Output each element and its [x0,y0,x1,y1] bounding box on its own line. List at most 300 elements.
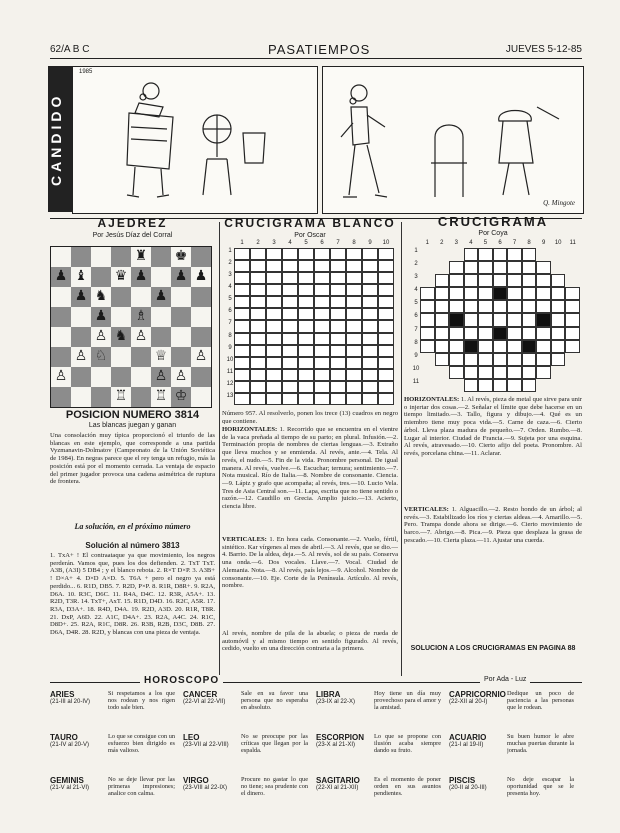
crossword-cell[interactable] [282,308,298,320]
horoscope-sign [183,733,310,776]
crossword-cell[interactable] [464,274,479,287]
crossword-cell[interactable] [507,366,522,379]
crossword-cell[interactable] [250,381,266,393]
horoscope-sign-text: No se preocupe por las críticas que llegan por la espalda. [241,733,308,754]
grid-column-number: 3 [454,240,459,246]
crossword-cell[interactable] [551,313,566,326]
grid-column-number: 5 [304,240,308,246]
crossword-cell[interactable] [493,340,508,353]
crossword-cell[interactable] [507,261,522,274]
crossword-cell[interactable] [266,369,282,381]
chess-square [171,327,191,347]
crossword-cell[interactable] [282,393,298,405]
crossword-cell[interactable] [314,272,330,284]
crossword-cell[interactable] [266,320,282,332]
grid-row-number: 11 [412,378,420,385]
crossword-cell[interactable] [298,248,314,260]
crossword-cell[interactable] [435,274,450,287]
crossword-cell[interactable] [449,261,464,274]
crossword-cell[interactable] [234,296,250,308]
crossword-cell[interactable] [478,327,493,340]
crossword-cell[interactable] [346,296,362,308]
grid-column-number: 8 [352,240,356,246]
crossword-cell[interactable] [298,381,314,393]
crossword-cell[interactable] [234,320,250,332]
crossword-cell[interactable] [234,272,250,284]
crossword-cell[interactable] [536,313,551,326]
crossword-cell[interactable] [464,379,479,392]
crossword-cell[interactable] [565,300,580,313]
grid-column-number: 1 [425,240,429,246]
crossword-cell[interactable] [346,369,362,381]
chess-square: ♟ [71,287,91,307]
crossword-cell[interactable] [522,287,537,300]
crossword-cell[interactable] [378,272,394,284]
crossword-cell[interactable] [478,274,493,287]
crossword-cell[interactable] [420,287,435,300]
crossword-cell[interactable] [507,340,522,353]
crossword-cell[interactable] [362,272,378,284]
crossword-cell[interactable] [298,296,314,308]
crossword-cell[interactable] [378,296,394,308]
crossword-cell[interactable] [330,308,346,320]
crossword-cell[interactable] [234,357,250,369]
crossword-cell[interactable] [378,345,394,357]
crossword-cell[interactable] [362,333,378,345]
crossword-cell[interactable] [522,248,537,261]
crossword-cell[interactable] [314,296,330,308]
horoscope-sign [183,776,310,819]
grid-column-number: 6 [320,240,324,246]
crossword-cell[interactable] [493,353,508,366]
crossword-cell[interactable] [449,274,464,287]
crossword-cell[interactable] [234,308,250,320]
crossword-cell[interactable] [314,369,330,381]
crossword-cell[interactable] [464,313,479,326]
chess-intro: Una consolación muy típica proporcionó el triunfo de las blancas en este ejemplo, que corresponde a una partida Vyzmanavin-Dolmatov (Campeonato de la Unión Soviética de 1984). En negras parece que el rey tenga un refugio, más la posición está por el momento cerrada. La ventaja de espacio del primer jugador provoca una cadena asimétrica de ruptura de frontera. [50,432,215,486]
crossword-cell[interactable] [266,393,282,405]
crossword-cell[interactable] [234,393,250,405]
crossword-cell[interactable] [314,393,330,405]
horoscope-sign-text: Hoy tiene un día muy provechoso para el amor y la amistad. [374,690,441,711]
crossword-cell[interactable] [250,357,266,369]
grid-row-number: 5 [228,296,232,303]
horoscope-title: HOROSCOPO [140,675,223,686]
crossword-cell[interactable] [522,327,537,340]
crossword-cell[interactable] [420,327,435,340]
crossword-cell[interactable] [493,327,508,340]
chess-square: ♔ [171,387,191,407]
crossword-cell[interactable] [449,287,464,300]
crossword-cell[interactable] [282,369,298,381]
crossword-cell[interactable] [234,284,250,296]
crossword-cell[interactable] [314,320,330,332]
crossword-cell[interactable] [298,272,314,284]
crossword-cell[interactable] [282,333,298,345]
crossword-cell[interactable] [536,300,551,313]
crossword-cell[interactable] [362,296,378,308]
crossword-cell[interactable] [362,345,378,357]
crossword-cell[interactable] [346,381,362,393]
grid-row-number: 13 [226,392,234,399]
chess-square [191,387,211,407]
crossword-cell[interactable] [314,333,330,345]
crossword-cell[interactable] [234,381,250,393]
grid-row-number: 8 [414,339,418,346]
crossword-cell[interactable] [330,369,346,381]
crossword-cell[interactable] [464,366,479,379]
crossword-cell[interactable] [565,340,580,353]
crossword-cell[interactable] [346,333,362,345]
crossword-cell[interactable] [536,274,551,287]
header-rule [50,58,582,59]
crossword-cell[interactable] [282,320,298,332]
horoscope-sign-text: Procure no gastar lo que no tiene; sea prudente con el dinero. [241,776,308,797]
chess-square: ♛ [111,267,131,287]
crossword-cell[interactable] [536,353,551,366]
crossword-cell[interactable] [449,327,464,340]
crossword-cell[interactable] [362,320,378,332]
crossword-cell[interactable] [493,300,508,313]
crossword-cell[interactable] [266,345,282,357]
crossword-cell[interactable] [493,261,508,274]
chess-solution-text: 1. TxA+ ! El contraataque ya que movimiento, los negros perderán. Vamos que, pues los dos defienden. 2. TxT TxT. A3B, (A3I) 5 DB4 ; y el blanco rebota. 2. R×T D×P. 3. A3B+ ! D×A+ 4. D×D A×D. 5. T6A + pero el negro ya está perdido... 6. R1D, DB5. 7. R2D, P×P. 8. R1R, D8R+. 9. R2A, D6A. 10. R3C, D6C. 11. R4A, D4C. 12. R3R, A5A+. 13. R2D, T3R. 14. TxT+, AxT. 15. R1D, D4D. 16. R2C, A5R. 17. R3A, D3A+. 18. R4D, D4A. 19. R2D, A3D. 20. R1R, T8R. 21. DxP, A6D. 22. A1C, D4A+. 23. R2A, A4C. 24. R1C, D8D+. 25. R2A, R1C, D8R. 26. R3B, R2B, D3C, D8B. 27. D6A, D4R. 28. R2D, y blancas con una pieza de ventaja. [50,552,215,637]
crossword-cell[interactable] [234,345,250,357]
crossword-cell[interactable] [298,308,314,320]
crossword-cell[interactable] [522,366,537,379]
crossword-cell[interactable] [464,248,479,261]
crossword-cell[interactable] [330,248,346,260]
crossword-cell[interactable] [250,369,266,381]
crossword-cell[interactable] [551,287,566,300]
crossword-cell[interactable] [266,308,282,320]
crossword-cell[interactable] [507,274,522,287]
crossword-cell[interactable] [536,327,551,340]
crossword-cell[interactable] [234,333,250,345]
horoscope-sign [50,733,177,776]
crossword-cell[interactable] [330,296,346,308]
crossword-cell[interactable] [507,300,522,313]
crossword-white-intro: Número 957. Al resolverlo, ponen los trece (13) cuadros en negro que contiene. [222,410,398,424]
crossword-cell[interactable] [507,248,522,261]
crossword-cell[interactable] [282,248,298,260]
crossword-white-grid [226,240,394,405]
crossword-cell[interactable] [346,320,362,332]
crossword-cell[interactable] [282,345,298,357]
crossword-cell[interactable] [378,248,394,260]
crossword-cell[interactable] [250,260,266,272]
crossword-cell[interactable] [435,340,450,353]
crossword-cell[interactable] [507,379,522,392]
crossword-cell[interactable] [536,287,551,300]
crossword-cell[interactable] [565,287,580,300]
crossword-cell[interactable] [314,260,330,272]
crossword-cell[interactable] [298,284,314,296]
crossword-cell[interactable] [234,369,250,381]
crossword-cell[interactable] [478,366,493,379]
chess-square [51,307,71,327]
crossword-cell[interactable] [551,353,566,366]
crossword-cell[interactable] [435,327,450,340]
crossword-cell[interactable] [507,313,522,326]
chess-square: ♟ [171,267,191,287]
crossword-cell[interactable] [420,313,435,326]
horoscope-sign-name: GEMINIS [50,776,84,785]
grid-row-number: 5 [414,300,418,307]
crossword-cell[interactable] [282,381,298,393]
crossword-cell[interactable] [266,357,282,369]
chess-square [91,267,111,287]
crossword-cell[interactable] [536,261,551,274]
crossword-cell[interactable] [522,353,537,366]
chess-square [111,367,131,387]
crossword-cell[interactable] [330,320,346,332]
crossword-cell[interactable] [522,379,537,392]
horoscope-sign-name: LEO [183,733,200,742]
grid-column-number: 9 [368,240,372,246]
crossword-cell[interactable] [250,272,266,284]
crossword-cell[interactable] [266,284,282,296]
crossword-cell[interactable] [478,248,493,261]
crossword-cell[interactable] [522,261,537,274]
crossword-cell[interactable] [378,320,394,332]
crossword-cell[interactable] [378,333,394,345]
crossword-cell[interactable] [234,248,250,260]
crossword-cell[interactable] [551,340,566,353]
chess-position-title: POSICION NUMERO 3814 [65,409,200,421]
crossword-cell[interactable] [362,381,378,393]
crossword-cell[interactable] [449,313,464,326]
crossword-cell[interactable] [250,248,266,260]
crossword-cell[interactable] [250,308,266,320]
crossword-cell[interactable] [478,340,493,353]
crossword-vertical-clues [404,506,582,638]
crossword-cell[interactable] [522,274,537,287]
crossword-cell[interactable] [282,272,298,284]
crossword-cell[interactable] [420,340,435,353]
crossword-cell[interactable] [266,272,282,284]
crossword-cell[interactable] [314,248,330,260]
grid-column-number: 1 [240,240,244,246]
crossword-cell[interactable] [250,296,266,308]
crossword-cell[interactable] [250,333,266,345]
crossword-cell[interactable] [330,393,346,405]
crossword-cell[interactable] [346,308,362,320]
crossword-cell[interactable] [314,357,330,369]
crossword-cell[interactable] [551,274,566,287]
crossword-cell[interactable] [298,333,314,345]
chess-square [51,247,71,267]
crossword-cell[interactable] [330,357,346,369]
crossword-cell[interactable] [266,296,282,308]
crossword-cell[interactable] [346,248,362,260]
grid-column-number: 10 [382,240,390,246]
crossword-cell[interactable] [464,261,479,274]
crossword-cell[interactable] [346,272,362,284]
horoscope-sign-name: PISCIS [449,776,476,785]
crossword-cell[interactable] [330,345,346,357]
chess-square: ♙ [71,347,91,367]
crossword-cell[interactable] [420,300,435,313]
crossword-cell[interactable] [478,300,493,313]
crossword-cell[interactable] [551,300,566,313]
crossword-cell[interactable] [536,340,551,353]
crossword-cell[interactable] [478,287,493,300]
crossword-cell[interactable] [298,357,314,369]
crossword-white-horizontal-clues [222,426,398,534]
crossword-cell[interactable] [314,345,330,357]
crossword-cell[interactable] [250,393,266,405]
crossword-cell[interactable] [298,260,314,272]
crossword-cell[interactable] [493,248,508,261]
grid-row-number: 7 [228,320,232,327]
crossword-cell[interactable] [378,393,394,405]
grid-row-number: 2 [228,260,232,267]
horoscope-sign-dates: (21-V al 21-VI) [50,785,90,791]
crossword-cell[interactable] [298,369,314,381]
chess-square [111,347,131,367]
crossword-cell[interactable] [565,327,580,340]
crossword-cell[interactable] [449,340,464,353]
crossword-cell[interactable] [435,353,450,366]
crossword-cell[interactable] [250,345,266,357]
crossword-cell[interactable] [464,353,479,366]
crossword-cell[interactable] [493,287,508,300]
crossword-cell[interactable] [378,260,394,272]
crossword-cell[interactable] [362,369,378,381]
crossword-cell[interactable] [298,393,314,405]
crossword-cell[interactable] [362,357,378,369]
crossword-cell[interactable] [362,308,378,320]
crossword-cell[interactable] [378,381,394,393]
crossword-cell[interactable] [362,260,378,272]
crossword-cell[interactable] [478,313,493,326]
crossword-cell[interactable] [266,260,282,272]
crossword-horizontal-label: HORIZONTALES: [404,396,460,403]
crossword-cell[interactable] [536,366,551,379]
grid-row-number: 8 [228,332,232,339]
crossword-cell[interactable] [250,320,266,332]
crossword-cell[interactable] [493,313,508,326]
crossword-cell[interactable] [378,357,394,369]
crossword-cell[interactable] [250,284,266,296]
crossword-cell[interactable] [493,379,508,392]
crossword-cell[interactable] [298,320,314,332]
horoscope-sign [449,776,576,819]
crossword-cell[interactable] [478,353,493,366]
crossword-cell[interactable] [464,300,479,313]
crossword-cell[interactable] [551,327,566,340]
crossword-cell[interactable] [346,357,362,369]
grid-column-number: 4 [469,240,473,246]
crossword-cell[interactable] [464,287,479,300]
chess-square [151,307,171,327]
crossword-cell[interactable] [435,287,450,300]
crossword-cell[interactable] [346,260,362,272]
grid-row-number: 10 [226,356,234,363]
crossword-cell[interactable] [266,381,282,393]
crossword-cell[interactable] [266,333,282,345]
crossword-cell[interactable] [522,313,537,326]
page-title: PASATIEMPOS [268,42,371,57]
crossword-cell[interactable] [507,287,522,300]
crossword-cell[interactable] [314,381,330,393]
crossword-cell[interactable] [282,357,298,369]
horoscope-sign-text: Lo que se propone con ilusión acaba siempre dando su fruto. [374,733,441,754]
crossword-title: CRUCIGRAMA [437,214,549,229]
crossword-cell[interactable] [346,393,362,405]
crossword-cell[interactable] [282,284,298,296]
crossword-cell[interactable] [378,369,394,381]
crossword-cell[interactable] [314,284,330,296]
crossword-cell[interactable] [507,353,522,366]
chess-square [131,387,151,407]
horoscope-sign-dates: (21-IV al 20-V) [50,742,90,748]
crossword-cell[interactable] [282,296,298,308]
crossword-cell[interactable] [435,313,450,326]
crossword-cell[interactable] [298,345,314,357]
crossword-cell[interactable] [330,381,346,393]
crossword-cell[interactable] [507,327,522,340]
crossword-cell[interactable] [234,260,250,272]
crossword-cell[interactable] [449,366,464,379]
crossword-cell[interactable] [346,345,362,357]
crossword-white-tail: Al revés, nombre de pila de la abuela; o pieza de rueda de automóvil y al mismo tiempo en sentido figurado. Al revés, cedido, vuelto en una dirección contraria a la primera. [222,630,398,653]
crossword-cell[interactable] [565,313,580,326]
crossword-cell[interactable] [330,284,346,296]
chess-square [51,287,71,307]
crossword-cell[interactable] [478,261,493,274]
grid-column-number: 8 [527,240,531,246]
crossword-cell[interactable] [362,284,378,296]
crossword-cell[interactable] [314,308,330,320]
crossword-cell[interactable] [378,284,394,296]
horoscope-sign-dates: (22-VI al 22-VII) [183,699,226,705]
grid-row-number: 1 [228,248,232,254]
crossword-cell[interactable] [449,353,464,366]
crossword-cell[interactable] [266,248,282,260]
chess-byline: Por Jesús Díaz del Corral [92,232,173,239]
comic-drawing-2 [323,67,583,213]
grid-row-number: 3 [414,274,418,281]
crossword-cell[interactable] [330,260,346,272]
crossword-cell[interactable] [493,274,508,287]
crossword-cell[interactable] [330,333,346,345]
chess-square: ♝ [71,267,91,287]
crossword-cell[interactable] [464,327,479,340]
crossword-cell[interactable] [362,248,378,260]
crossword-cell[interactable] [378,308,394,320]
grid-row-number: 4 [414,287,418,294]
crossword-cell[interactable] [346,284,362,296]
chess-board [50,246,212,408]
crossword-cell[interactable] [464,340,479,353]
grid-column-number: 9 [541,240,546,246]
crossword-cell[interactable] [435,300,450,313]
crossword-cell[interactable] [478,379,493,392]
horoscope-sign-name: LIBRA [316,690,341,699]
crossword-cell[interactable] [330,272,346,284]
crossword-cell[interactable] [522,340,537,353]
grid-row-number: 3 [228,272,232,279]
crossword-cell[interactable] [282,260,298,272]
horoscope-sign-name: ARIES [50,690,75,699]
crossword-cell[interactable] [493,366,508,379]
crossword-cell[interactable] [362,393,378,405]
horoscope-sign-name: VIRGO [183,776,209,785]
crossword-cell[interactable] [522,300,537,313]
crossword-cell[interactable] [449,300,464,313]
